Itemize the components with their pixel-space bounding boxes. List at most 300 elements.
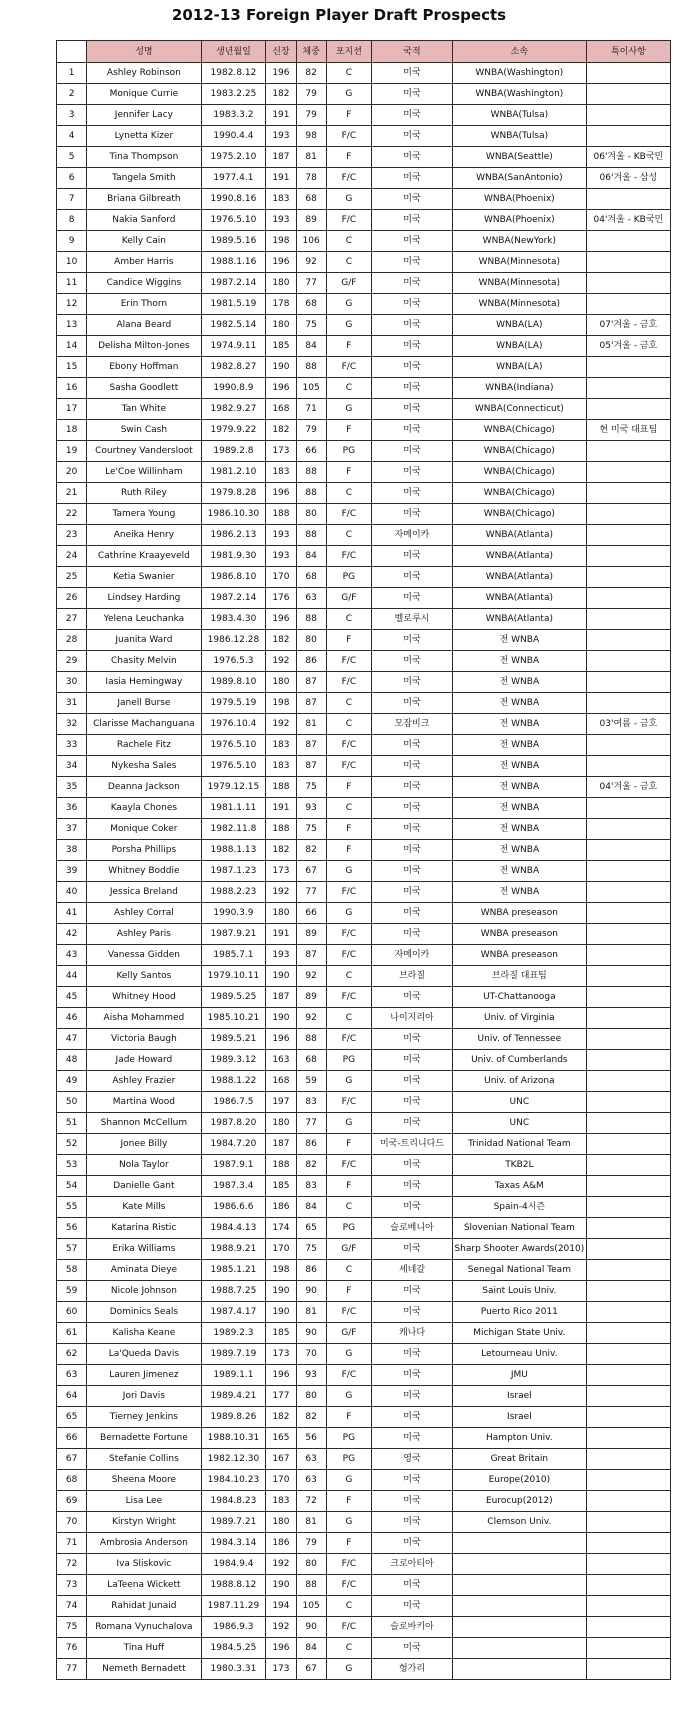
cell-index: 39 [57, 861, 87, 882]
cell-index: 53 [57, 1155, 87, 1176]
cell-birthdate: 1989.2.8 [201, 441, 266, 462]
cell-height: 193 [266, 525, 296, 546]
cell-weight: 88 [296, 357, 326, 378]
cell-team: WNBA(Chicago) [452, 462, 586, 483]
cell-team: Spain-4시즌 [452, 1197, 586, 1218]
cell-nationality: 미국 [372, 756, 453, 777]
table-row [57, 1197, 671, 1218]
header-cell-team: 소속 [452, 41, 586, 63]
cell-name: Kaayla Chones [87, 798, 201, 819]
table-row [57, 1302, 671, 1323]
cell-height: 188 [266, 504, 296, 525]
cell-height: 180 [266, 672, 296, 693]
cell-index: 40 [57, 882, 87, 903]
cell-name: Kelly Santos [87, 966, 201, 987]
cell-birthdate: 1985.7.1 [201, 945, 266, 966]
cell-height: 183 [266, 462, 296, 483]
cell-notes [586, 378, 670, 399]
cell-index: 24 [57, 546, 87, 567]
cell-nationality: 미국 [372, 1197, 453, 1218]
cell-weight: 105 [296, 378, 326, 399]
cell-index: 1 [57, 63, 87, 84]
cell-birthdate: 1984.8.23 [201, 1491, 266, 1512]
table-row [57, 1134, 671, 1155]
cell-name: Porsha Phillips [87, 840, 201, 861]
cell-weight: 72 [296, 1491, 326, 1512]
cell-index: 46 [57, 1008, 87, 1029]
cell-index: 66 [57, 1428, 87, 1449]
cell-index: 9 [57, 231, 87, 252]
cell-height: 190 [266, 1281, 296, 1302]
cell-name: Lisa Lee [87, 1491, 201, 1512]
cell-nationality: 미국 [372, 1512, 453, 1533]
cell-name: Courtney Vandersloot [87, 441, 201, 462]
cell-index: 16 [57, 378, 87, 399]
cell-index: 2 [57, 84, 87, 105]
cell-nationality: 영국 [372, 1449, 453, 1470]
table-row [57, 1071, 671, 1092]
cell-notes: 06'겨울 - 삼성 [586, 168, 670, 189]
cell-position: C [326, 1008, 371, 1029]
cell-index: 19 [57, 441, 87, 462]
cell-team [452, 1638, 586, 1659]
cell-notes [586, 1449, 670, 1470]
cell-height: 173 [266, 1659, 296, 1680]
cell-notes: 06'겨울 - KB국민 [586, 147, 670, 168]
cell-birthdate: 1987.4.17 [201, 1302, 266, 1323]
cell-nationality: 미국 [372, 1092, 453, 1113]
cell-birthdate: 1983.4.30 [201, 609, 266, 630]
cell-notes [586, 1533, 670, 1554]
cell-weight: 83 [296, 1176, 326, 1197]
cell-weight: 80 [296, 504, 326, 525]
cell-team: Puerto Rico 2011 [452, 1302, 586, 1323]
cell-weight: 93 [296, 1365, 326, 1386]
cell-height: 173 [266, 441, 296, 462]
cell-weight: 75 [296, 315, 326, 336]
cell-notes [586, 651, 670, 672]
table-row [57, 420, 671, 441]
cell-height: 191 [266, 924, 296, 945]
cell-index: 43 [57, 945, 87, 966]
cell-height: 190 [266, 1008, 296, 1029]
cell-birthdate: 1989.7.19 [201, 1344, 266, 1365]
cell-index: 14 [57, 336, 87, 357]
cell-index: 15 [57, 357, 87, 378]
table-row [57, 987, 671, 1008]
cell-index: 25 [57, 567, 87, 588]
cell-birthdate: 1986.9.3 [201, 1617, 266, 1638]
cell-team: 전 WNBA [452, 798, 586, 819]
cell-nationality: 자메이카 [372, 525, 453, 546]
cell-notes [586, 1197, 670, 1218]
table-row [57, 693, 671, 714]
cell-birthdate: 1977.4.1 [201, 168, 266, 189]
cell-weight: 56 [296, 1428, 326, 1449]
cell-nationality: 미국-트리니다드 [372, 1134, 453, 1155]
cell-name: Erin Thorn [87, 294, 201, 315]
cell-weight: 70 [296, 1344, 326, 1365]
cell-notes [586, 399, 670, 420]
cell-height: 180 [266, 1512, 296, 1533]
cell-birthdate: 1986.2.13 [201, 525, 266, 546]
cell-height: 174 [266, 1218, 296, 1239]
cell-birthdate: 1987.1.23 [201, 861, 266, 882]
cell-height: 196 [266, 1638, 296, 1659]
cell-weight: 84 [296, 336, 326, 357]
cell-name: Whitney Boddie [87, 861, 201, 882]
cell-position: G/F [326, 1239, 371, 1260]
cell-birthdate: 1986.10.30 [201, 504, 266, 525]
cell-nationality: 미국 [372, 336, 453, 357]
cell-nationality: 미국 [372, 735, 453, 756]
cell-nationality: 미국 [372, 231, 453, 252]
cell-weight: 81 [296, 1302, 326, 1323]
cell-weight: 71 [296, 399, 326, 420]
cell-birthdate: 1988.10.31 [201, 1428, 266, 1449]
cell-index: 26 [57, 588, 87, 609]
cell-weight: 88 [296, 525, 326, 546]
cell-nationality: 미국 [372, 462, 453, 483]
cell-index: 63 [57, 1365, 87, 1386]
cell-notes [586, 798, 670, 819]
cell-height: 182 [266, 630, 296, 651]
cell-team: 전 WNBA [452, 861, 586, 882]
cell-birthdate: 1981.1.11 [201, 798, 266, 819]
cell-team: Europe(2010) [452, 1470, 586, 1491]
cell-index: 65 [57, 1407, 87, 1428]
cell-nationality: 헝가리 [372, 1659, 453, 1680]
cell-weight: 88 [296, 1029, 326, 1050]
cell-birthdate: 1989.7.21 [201, 1512, 266, 1533]
cell-team: WNBA(Washington) [452, 84, 586, 105]
cell-index: 71 [57, 1533, 87, 1554]
cell-height: 170 [266, 1470, 296, 1491]
cell-team: WNBA(NewYork) [452, 231, 586, 252]
table-row [57, 231, 671, 252]
cell-notes [586, 1491, 670, 1512]
table-row [57, 315, 671, 336]
cell-position: G [326, 1512, 371, 1533]
cell-team: WNBA(Minnesota) [452, 252, 586, 273]
cell-notes [586, 1365, 670, 1386]
cell-position: F [326, 462, 371, 483]
cell-height: 173 [266, 1344, 296, 1365]
cell-birthdate: 1987.11.29 [201, 1596, 266, 1617]
cell-position: PG [326, 567, 371, 588]
cell-name: Stefanie Collins [87, 1449, 201, 1470]
cell-team: Sharp Shooter Awards(2010) [452, 1239, 586, 1260]
cell-weight: 80 [296, 630, 326, 651]
cell-name: Briana Gilbreath [87, 189, 201, 210]
cell-height: 193 [266, 945, 296, 966]
cell-team: WNBA(Atlanta) [452, 525, 586, 546]
cell-position: C [326, 798, 371, 819]
cell-name: Lynetta Kizer [87, 126, 201, 147]
cell-position: F [326, 1176, 371, 1197]
cell-notes [586, 357, 670, 378]
cell-name: Jade Howard [87, 1050, 201, 1071]
cell-position: F/C [326, 210, 371, 231]
cell-name: Aneika Henry [87, 525, 201, 546]
cell-nationality: 브라질 [372, 966, 453, 987]
cell-notes [586, 1638, 670, 1659]
cell-name: Danielle Gant [87, 1176, 201, 1197]
cell-name: Ebony Hoffman [87, 357, 201, 378]
cell-index: 38 [57, 840, 87, 861]
cell-birthdate: 1990.8.16 [201, 189, 266, 210]
cell-index: 4 [57, 126, 87, 147]
cell-notes [586, 1386, 670, 1407]
cell-weight: 75 [296, 819, 326, 840]
cell-birthdate: 1987.2.14 [201, 273, 266, 294]
cell-birthdate: 1985.10.21 [201, 1008, 266, 1029]
cell-nationality: 미국 [372, 651, 453, 672]
cell-notes [586, 840, 670, 861]
cell-weight: 86 [296, 1134, 326, 1155]
cell-notes [586, 693, 670, 714]
cell-height: 182 [266, 1407, 296, 1428]
cell-position: F [326, 147, 371, 168]
table-row [57, 1470, 671, 1491]
cell-birthdate: 1989.5.21 [201, 1029, 266, 1050]
table-row [57, 1617, 671, 1638]
cell-weight: 89 [296, 210, 326, 231]
table-row [57, 924, 671, 945]
cell-nationality: 미국 [372, 1365, 453, 1386]
cell-nationality: 크로아티아 [372, 1554, 453, 1575]
cell-height: 187 [266, 987, 296, 1008]
cell-index: 21 [57, 483, 87, 504]
cell-nationality: 미국 [372, 315, 453, 336]
cell-position: PG [326, 1428, 371, 1449]
cell-index: 60 [57, 1302, 87, 1323]
cell-position: F [326, 336, 371, 357]
table-row [57, 777, 671, 798]
table-row [57, 441, 671, 462]
cell-notes [586, 861, 670, 882]
cell-index: 52 [57, 1134, 87, 1155]
cell-nationality: 미국 [372, 63, 453, 84]
cell-name: Ashley Frazier [87, 1071, 201, 1092]
header-row [57, 41, 671, 63]
cell-height: 188 [266, 1155, 296, 1176]
cell-birthdate: 1989.4.21 [201, 1386, 266, 1407]
cell-birthdate: 1989.8.10 [201, 672, 266, 693]
cell-position: G/F [326, 588, 371, 609]
table-row [57, 1491, 671, 1512]
table-row [57, 882, 671, 903]
cell-height: 197 [266, 1092, 296, 1113]
cell-team: WNBA(Connecticut) [452, 399, 586, 420]
cell-nationality: 미국 [372, 903, 453, 924]
cell-index: 69 [57, 1491, 87, 1512]
table-row [57, 1281, 671, 1302]
cell-birthdate: 1988.1.13 [201, 840, 266, 861]
table-row [57, 1428, 671, 1449]
cell-birthdate: 1989.3.12 [201, 1050, 266, 1071]
cell-birthdate: 1984.10.23 [201, 1470, 266, 1491]
cell-name: Romana Vynuchalova [87, 1617, 201, 1638]
cell-weight: 63 [296, 1470, 326, 1491]
cell-weight: 84 [296, 546, 326, 567]
cell-birthdate: 1990.8.9 [201, 378, 266, 399]
cell-weight: 83 [296, 1092, 326, 1113]
cell-height: 191 [266, 168, 296, 189]
cell-team: TKB2L [452, 1155, 586, 1176]
cell-position: PG [326, 1218, 371, 1239]
cell-notes [586, 525, 670, 546]
cell-index: 23 [57, 525, 87, 546]
cell-position: F/C [326, 672, 371, 693]
cell-birthdate: 1985.1.21 [201, 1260, 266, 1281]
cell-name: Rahidat Junaid [87, 1596, 201, 1617]
cell-nationality: 미국 [372, 1302, 453, 1323]
cell-team: WNBA(Minnesota) [452, 273, 586, 294]
cell-nationality: 모잠비크 [372, 714, 453, 735]
cell-notes [586, 231, 670, 252]
cell-index: 10 [57, 252, 87, 273]
cell-birthdate: 1976.10.4 [201, 714, 266, 735]
cell-notes [586, 462, 670, 483]
cell-nationality: 미국 [372, 546, 453, 567]
cell-nationality: 미국 [372, 630, 453, 651]
cell-weight: 81 [296, 1512, 326, 1533]
cell-nationality: 미국 [372, 1239, 453, 1260]
cell-weight: 81 [296, 147, 326, 168]
cell-team: Letourneau Univ. [452, 1344, 586, 1365]
table-row [57, 1218, 671, 1239]
table-row [57, 1386, 671, 1407]
cell-name: Ketia Swanier [87, 567, 201, 588]
cell-birthdate: 1979.8.28 [201, 483, 266, 504]
cell-nationality: 미국 [372, 441, 453, 462]
cell-height: 196 [266, 252, 296, 273]
cell-position: F/C [326, 126, 371, 147]
table-row [57, 714, 671, 735]
table-row [57, 546, 671, 567]
cell-notes [586, 819, 670, 840]
cell-weight: 80 [296, 1386, 326, 1407]
table-row [57, 210, 671, 231]
cell-name: Lauren Jimenez [87, 1365, 201, 1386]
cell-nationality: 미국 [372, 819, 453, 840]
table-row [57, 945, 671, 966]
cell-position: G [326, 861, 371, 882]
table-row [57, 63, 671, 84]
cell-name: Jori Davis [87, 1386, 201, 1407]
cell-name: Tina Thompson [87, 147, 201, 168]
cell-height: 186 [266, 1533, 296, 1554]
table-row [57, 1638, 671, 1659]
cell-team: Hampton Univ. [452, 1428, 586, 1449]
cell-height: 193 [266, 546, 296, 567]
cell-team: WNBA(Atlanta) [452, 588, 586, 609]
table-row [57, 756, 671, 777]
cell-team [452, 1575, 586, 1596]
cell-weight: 77 [296, 882, 326, 903]
cell-name: Jessica Breland [87, 882, 201, 903]
cell-position: G [326, 84, 371, 105]
cell-notes [586, 273, 670, 294]
cell-nationality: 미국 [372, 147, 453, 168]
cell-notes: 현 미국 대표팀 [586, 420, 670, 441]
cell-nationality: 미국 [372, 1407, 453, 1428]
cell-birthdate: 1988.9.21 [201, 1239, 266, 1260]
cell-index: 30 [57, 672, 87, 693]
cell-height: 192 [266, 1617, 296, 1638]
cell-birthdate: 1981.2.10 [201, 462, 266, 483]
cell-weight: 77 [296, 1113, 326, 1134]
cell-name: Tamera Young [87, 504, 201, 525]
cell-index: 12 [57, 294, 87, 315]
cell-index: 59 [57, 1281, 87, 1302]
cell-name: Kalisha Keane [87, 1323, 201, 1344]
cell-weight: 87 [296, 945, 326, 966]
cell-name: Tan White [87, 399, 201, 420]
table-row [57, 588, 671, 609]
cell-index: 45 [57, 987, 87, 1008]
cell-birthdate: 1986.8.10 [201, 567, 266, 588]
table-row [57, 567, 671, 588]
table-row [57, 378, 671, 399]
cell-height: 188 [266, 819, 296, 840]
cell-birthdate: 1990.3.9 [201, 903, 266, 924]
cell-index: 34 [57, 756, 87, 777]
cell-position: F [326, 840, 371, 861]
table-row [57, 1176, 671, 1197]
cell-birthdate: 1984.3.14 [201, 1533, 266, 1554]
cell-weight: 79 [296, 420, 326, 441]
cell-notes [586, 672, 670, 693]
cell-nationality: 미국 [372, 1155, 453, 1176]
cell-position: F/C [326, 357, 371, 378]
cell-notes [586, 630, 670, 651]
cell-birthdate: 1976.5.3 [201, 651, 266, 672]
cell-notes: 04'겨울 - 금호 [586, 777, 670, 798]
table-row [57, 147, 671, 168]
cell-weight: 87 [296, 756, 326, 777]
cell-index: 44 [57, 966, 87, 987]
cell-height: 163 [266, 1050, 296, 1071]
cell-position: C [326, 63, 371, 84]
cell-nationality: 미국 [372, 693, 453, 714]
cell-team: WNBA(LA) [452, 336, 586, 357]
cell-height: 198 [266, 1260, 296, 1281]
cell-position: F/C [326, 756, 371, 777]
cell-birthdate: 1984.7.20 [201, 1134, 266, 1155]
cell-index: 17 [57, 399, 87, 420]
cell-height: 196 [266, 1365, 296, 1386]
table-row [57, 1113, 671, 1134]
cell-birthdate: 1979.9.22 [201, 420, 266, 441]
cell-team: Clemson Univ. [452, 1512, 586, 1533]
cell-team: WNBA(Chicago) [452, 420, 586, 441]
cell-index: 22 [57, 504, 87, 525]
cell-index: 56 [57, 1218, 87, 1239]
cell-nationality: 미국 [372, 1596, 453, 1617]
cell-position: PG [326, 1449, 371, 1470]
cell-position: F/C [326, 1092, 371, 1113]
cell-birthdate: 1988.7.25 [201, 1281, 266, 1302]
cell-notes [586, 483, 670, 504]
cell-name: Janell Burse [87, 693, 201, 714]
header-cell-index [57, 41, 87, 63]
cell-name: Tina Huff [87, 1638, 201, 1659]
cell-height: 183 [266, 1491, 296, 1512]
cell-nationality: 미국 [372, 588, 453, 609]
cell-position: C [326, 483, 371, 504]
